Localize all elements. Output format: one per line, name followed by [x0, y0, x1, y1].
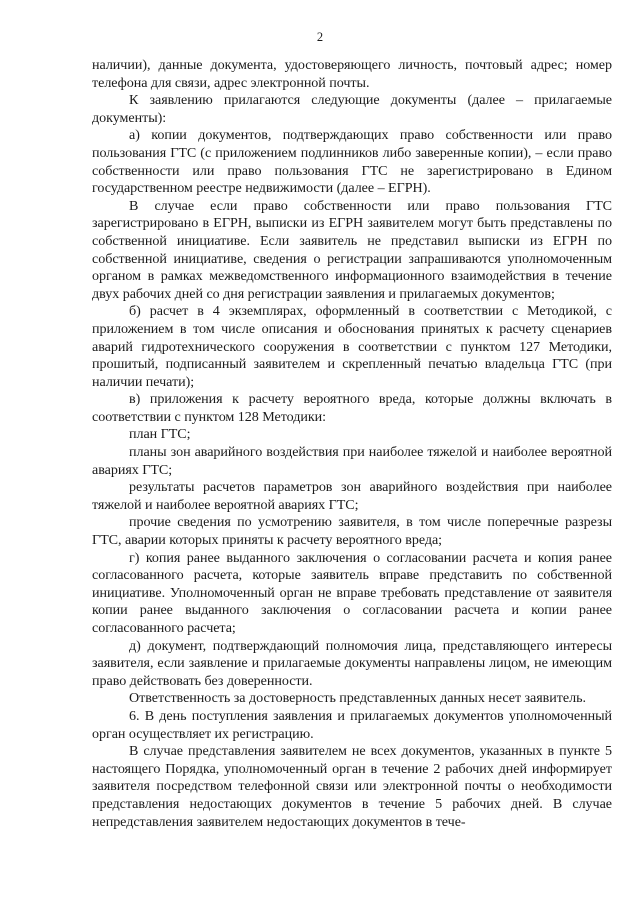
- document-body: [92, 57, 612, 831]
- paragraph: К заявлению прилагаются следующие документы (далее – прилагаемые документы):: [92, 92, 612, 126]
- paragraph: В случае представления заявителем не всех документов, указанных в пункте 5 настоящего Порядка, уполномоченный орган в течение 2 рабочих дней информирует заявителя посредством телефонной связи или электронной почты о необходимости представления недостающих документов в течение 5 рабочих дней. В случае непредставления заявителем недостающих документов в тече-: [92, 743, 612, 830]
- page-number: 2: [316, 30, 324, 44]
- paragraph: план ГТС;: [129, 426, 191, 443]
- paragraph: б) расчет в 4 экземплярах, оформленный в соответствии с Методикой, с приложением в том числе описания и обоснования принятых к расчету сценариев аварий гидротехнического сооружения в соответствии с пунктом 127 Методики, прошитый, подписанный заявителем и скрепленный печатью владельца ГТС (при наличии печати);: [92, 303, 612, 390]
- paragraph: Ответственность за достоверность представленных данных несет заявитель.: [129, 690, 586, 707]
- paragraph: результаты расчетов параметров зон аварийного воздействия при наиболее тяжелой и наиболее вероятной авариях ГТС;: [92, 479, 612, 513]
- paragraph: г) копия ранее выданного заключения о согласовании расчета и копия ранее согласованного расчета, которые заявитель вправе представить по собственной инициативе. Уполномоченный орган не вправе требовать представление от заявителя копии ранее выданного заключения о согласовании расчета и копии ранее согласованного расчета;: [92, 549, 612, 636]
- paragraph: в) приложения к расчету вероятного вреда, которые должны включать в соответствии с пунктом 128 Методики:: [92, 391, 612, 425]
- paragraph: а) копии документов, подтверждающих право собственности или право пользования ГТС (с приложением подлинников либо заверенные копии), – если право собственности или право пользования ГТС не зарегистрировано в Едином государственном реестре недвижимости (далее – ЕГРН).: [92, 127, 612, 197]
- paragraph: прочие сведения по усмотрению заявителя, в том числе поперечные разрезы ГТС, аварии которых приняты к расчету вероятного вреда;: [92, 514, 612, 549]
- paragraph: наличии), данные документа, удостоверяющего личность, почтовый адрес; номер телефона для связи, адрес электронной почты.: [92, 57, 612, 91]
- paragraph: 6. В день поступления заявления и прилагаемых документов уполномоченный орган осуществляет их регистрацию.: [92, 707, 612, 742]
- paragraph: В случае если право собственности или право пользования ГТС зарегистрировано в ЕГРН, выписки из ЕГРН заявителем могут быть представлены по собственной инициативе. Если заявитель не представил выписки из ЕГРН по собственной инициативе, сведения о регистрации запрашиваются уполномоченным органом в рамках межведомственного информационного взаимодействия в течение двух рабочих дней со дня регистрации заявления и прилагаемых документов;: [92, 197, 612, 302]
- paragraph: планы зон аварийного воздействия при наиболее тяжелой и наиболее вероятной авариях ГТС;: [92, 444, 612, 478]
- paragraph: д) документ, подтверждающий полномочия лица, представляющего интересы заявителя, если заявление и прилагаемые документы направлены лицом, не имеющим право действовать без доверенности.: [92, 637, 612, 689]
